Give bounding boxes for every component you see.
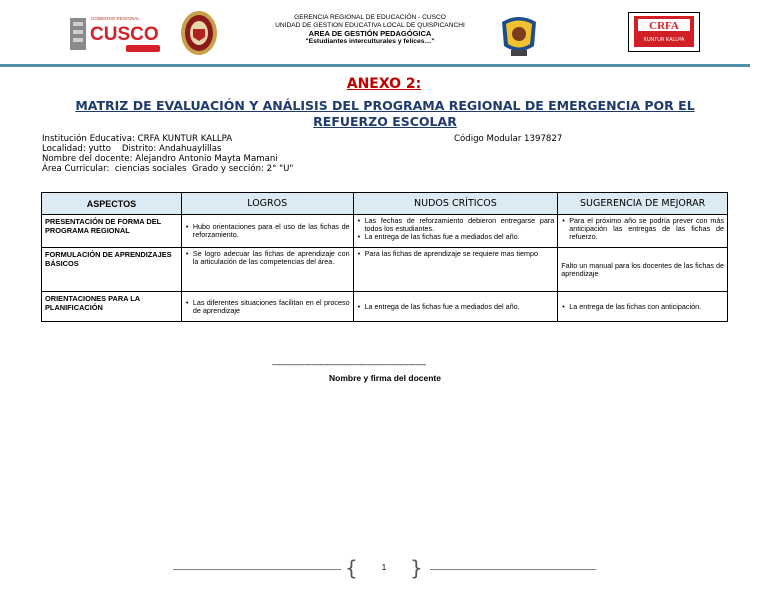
document-header	[0, 0, 768, 68]
institution-header-text	[250, 14, 490, 46]
signature-label: Nombre y firma del docente	[329, 373, 441, 383]
document-title: MATRIZ DE EVALUACIÓN Y ANÁLISIS DEL PROGRAMA REGIONAL DE EMERGENCIA POR EL REFUERZO ESCOLAR	[75, 98, 695, 129]
svg-text:KUNTUR KALLPA: KUNTUR KALLPA	[643, 37, 685, 43]
col-header-sugerencia: SUGERENCIA DE MEJORAR	[558, 193, 728, 215]
document-info-block	[42, 134, 293, 174]
svg-text:GOBIERNO REGIONAL: GOBIERNO REGIONAL	[91, 16, 140, 21]
list-item: • Las fechas de reforzamiento debieron entregarse para todos los estudiantes.	[357, 217, 555, 233]
row-logros	[181, 248, 353, 292]
row-aspect: FORMULACIÓN DE APRENDIZAJES BÁSICOS	[42, 248, 182, 292]
info-codigo-modular: Código Modular 1397827	[454, 134, 563, 144]
info-area: Área Curricular: ciencias sociales Grado y sección: 2° "U"	[42, 164, 294, 174]
header-line-ugel: UNIDAD DE GESTION EDUCATIVA LOCAL DE QUISPICANCHI	[275, 22, 465, 29]
footer-rule-left	[173, 569, 341, 570]
info-localidad: Localidad: yutto Distrito: Andahuaylillas	[42, 144, 222, 154]
svg-text:CUSCO: CUSCO	[90, 24, 159, 45]
evaluation-matrix-table	[41, 192, 728, 322]
row-logros	[181, 215, 353, 248]
list-item: • Para las fichas de aprendizaje se requiere mas tiempo	[357, 250, 555, 258]
col-header-aspectos: ASPECTOS	[42, 193, 182, 215]
row-nudos	[353, 292, 558, 322]
row-sugerencia	[558, 292, 728, 322]
footer-bracket-left: {	[345, 556, 358, 580]
row-sugerencia	[558, 215, 728, 248]
list-item: • La entrega de las fichas con anticipación.	[561, 303, 724, 311]
row-nudos	[353, 215, 558, 248]
svg-text:CRFA: CRFA	[649, 20, 679, 32]
municipality-emblem-logo	[494, 12, 544, 60]
row-aspect: ORIENTACIONES PARA LA PLANIFICACIÓN	[42, 292, 182, 322]
row-nudos	[353, 248, 558, 292]
list-item: • Las diferentes situaciones facilitan en el proceso de aprendizaje	[185, 299, 350, 315]
info-docente: Nombre del docente: Alejandro Antonio Mayta Mamani	[42, 154, 278, 164]
footer-bracket-right: }	[410, 556, 423, 580]
header-line-slogan: "Estudiantes interculturales y felices…"	[305, 38, 435, 45]
table-header-row	[42, 193, 728, 215]
row-aspect: PRESENTACIÓN DE FORMA DEL PROGRAMA REGIONAL	[42, 215, 182, 248]
table-row	[42, 292, 728, 322]
row-logros	[181, 292, 353, 322]
info-institucion: Institución Educativa: CRFA KUNTUR KALLPA	[42, 134, 233, 144]
col-header-nudos: NUDOS CRÍTICOS	[353, 193, 558, 215]
header-line-area: AREA DE GESTIÓN PEDAGÓGICA	[308, 29, 432, 38]
list-item: • Para el próximo año se podría prever con más anticipación las entregas de las fichas de refuerzo.	[561, 217, 724, 241]
page-number: 1	[381, 563, 387, 572]
col-header-logros: LOGROS	[181, 193, 353, 215]
table-row	[42, 215, 728, 248]
signature-line: -----------------------------------------------------------------------	[272, 360, 426, 369]
list-item: • Hubo orientaciones para el uso de las fichas de reforzamiento.	[185, 223, 350, 239]
header-divider	[0, 64, 750, 67]
footer-rule-right	[430, 569, 596, 570]
annex-title: ANEXO 2:	[346, 76, 422, 92]
row-sugerencia: Falto un manual para los docentes de las fichas de aprendizaje	[558, 248, 728, 292]
list-item: • La entrega de las fichas fue a mediados del año.	[357, 233, 555, 241]
ugel-seal-logo	[180, 10, 218, 56]
header-line-gerencia: GERENCIA REGIONAL DE EDUCACIÓN - CUSCO	[294, 14, 446, 21]
list-item: • Se logro adecuar las fichas de aprendizaje con la articulación de las competencias del área.	[185, 250, 350, 266]
table-row	[42, 248, 728, 292]
crfa-kuntur-kallpa-logo	[628, 12, 700, 52]
gobierno-regional-cusco-logo	[66, 12, 166, 58]
list-item: • La entrega de las fichas fue a mediados del año.	[357, 303, 555, 311]
